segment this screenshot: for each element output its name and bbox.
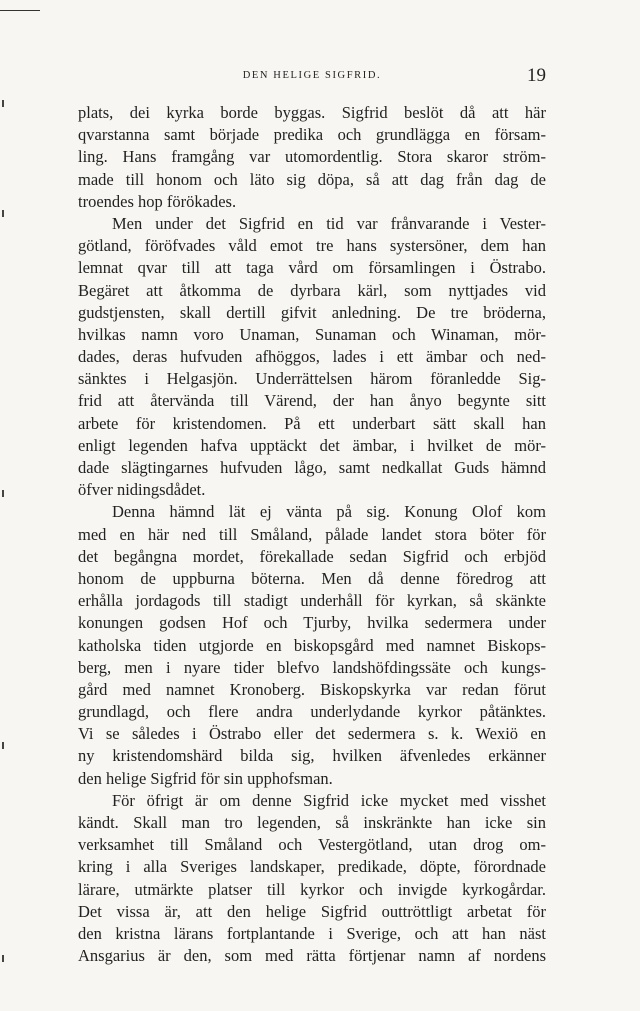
text-line: enligt legenden hafva upptäckt det ämbar, i hvilket de mör- [78, 435, 546, 455]
text-line: dade slägtingarnes hufvuden lågo, samt nedkallat Guds hämnd [78, 458, 546, 477]
body-text [78, 102, 546, 967]
text-line: honom de uppburna böterna. Men då denne föredrog att [78, 568, 546, 588]
text-line: qvarstanna samt började predika och grundlägga en försam- [78, 125, 546, 145]
text-line: gudstjensten, skall dertill gifvit anledning. De tre bröderna, [78, 302, 546, 322]
text-line: verksamhet till Småland och Vestergötland, utan drog om- [78, 835, 546, 855]
text-line: Men under det Sigfrid en tid var frånvarande i Vester- [112, 213, 546, 233]
text-line: ny kristendomshärd bilda sig, hvilken äfvenledes erkänner [78, 746, 546, 766]
text-line: den kristna lärans fortplantande i Sverige, och att han näst [78, 923, 546, 943]
page-number: 19 [527, 65, 546, 86]
running-title: DEN HELIGE SIGFRID. [242, 70, 382, 81]
text-line: Denna hämnd lät ej vänta på sig. Konung Olof kom [112, 502, 546, 522]
text-line: lärare, utmärkte platser till kyrkor och invigde kyrkogårdar. [78, 879, 546, 899]
text-line: gård med namnet Kronoberg. Biskopskyrka var redan förut [78, 679, 546, 699]
text-line: med en här ned till Småland, pålade landet stora böter för [78, 524, 546, 544]
margin-mark [2, 100, 4, 107]
text-line: sänktes i Helgasjön. Underrättelsen härom föranledde Sig- [78, 369, 546, 389]
text-line: erhålla jordagods till stadigt underhåll för kyrkan, så skänkte [78, 591, 546, 611]
text-line: kändt. Skall man tro legenden, så inskränkte han icke sin [78, 813, 546, 832]
text-line: Begäret att åtkomma de dyrbara kärl, som nyttjades vid [78, 280, 546, 300]
margin-mark [2, 955, 4, 962]
text-line: konungen godsen Hof och Tjurby, hvilka sedermera under [78, 613, 546, 633]
text-line: ling. Hans framgång var utomordentlig. Stora skaror ström- [78, 147, 546, 167]
margin-mark [2, 490, 4, 497]
page-edge-rule [0, 10, 40, 11]
text-line: öfver nidingsdådet. [78, 480, 206, 500]
text-line: made till honom och läto sig döpa, så att dag från dag de [78, 169, 546, 189]
text-line: grundlagd, och flere andra underlydande kyrkor påtänktes. [78, 702, 546, 722]
text-line: arbete för kristendomen. På ett underbart sätt skall han [78, 413, 546, 433]
text-line: kring i alla Sveriges landskaper, predikade, döpte, förordnade [78, 857, 546, 877]
running-header [78, 66, 546, 86]
text-line: frid att återvända till Värend, der han ånyo begynte sitt [78, 391, 546, 411]
text-line: troendes hop förökades. [78, 191, 237, 211]
text-line: det begångna mordet, förekallade sedan Sigfrid och erbjöd [78, 546, 546, 566]
text-line: berg, men i nyare tider blefvo landshöfdingssäte och kungs- [78, 657, 546, 677]
text-line: plats, dei kyrka borde byggas. Sigfrid beslöt då att här [78, 103, 546, 122]
text-line: Vi se således i Östrabo eller det sedermera s. k. Wexiö en [78, 724, 546, 744]
text-line: hvilkas namn voro Unaman, Sunaman och Winaman, mör- [78, 324, 546, 344]
text-line: Ansgarius är den, som med rätta förtjenar namn af nordens [78, 946, 546, 966]
text-line: lemnat qvar till att taga vård om församlingen i Östrabo. [78, 258, 546, 278]
text-line: götland, föröfvades våld emot tre hans systersöner, dem han [78, 236, 546, 256]
text-line: dades, deras hufvuden afhöggos, lades i ett ämbar och ned- [78, 347, 546, 367]
text-line: Det vissa är, att den helige Sigfrid outtröttligt arbetat för [78, 901, 546, 921]
text-line: den helige Sigfrid för sin upphofsman. [78, 768, 333, 788]
text-line: katholska tiden utgjorde en biskopsgård med namnet Biskops- [78, 635, 546, 655]
margin-mark [2, 742, 4, 749]
text-line: För öfrigt är om denne Sigfrid icke mycket med visshet [112, 790, 546, 810]
margin-mark [2, 210, 4, 217]
